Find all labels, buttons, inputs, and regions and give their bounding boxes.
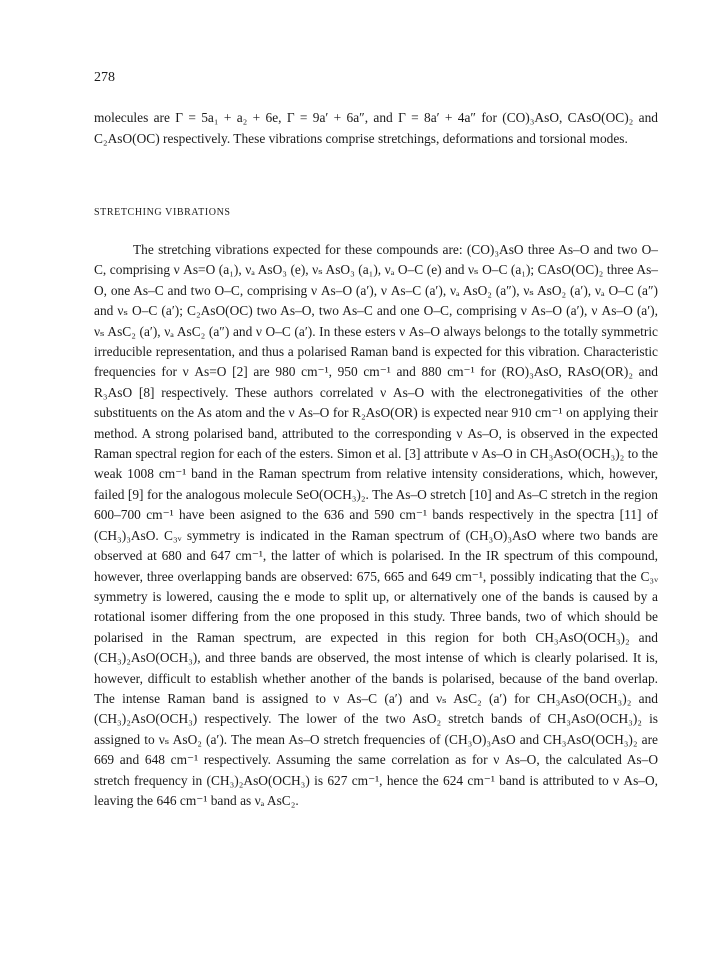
section-heading: STRETCHING VIBRATIONS <box>94 207 231 218</box>
intro-paragraph: molecules are Γ = 5a₁ + a₂ + 6e, Γ = 9a′ + 6a″, and Γ = 8a′ + 4a″ for (CO)₃AsO, CAsO(OC)₂ and C₂AsO(OC) respectively. These vibrations comprise stretchings, deformations and torsional modes. <box>94 110 658 146</box>
page-number: 278 <box>94 70 115 85</box>
body-paragraph: The stretching vibrations expected for these compounds are: (CO)₃AsO three As–O and two O–C, comprising ν As=O (a₁), νₐ AsO₃ (e), νₛ AsO₃ (a₁), νₐ O–C (e) and νₛ O–C (a₁); CAsO(OC)₂ three As–O, one As–C and two O–C, comprising ν As–O (a′), ν As–C (a′), νₐ AsO₂ (a″), νₛ AsO₂ (a′), νₐ O–C (a″) and νₛ O–C (a′); C₂AsO(OC) two As–O, two As–C and one O–C, comprising ν As–O (a′), ν As–O (a′), νₛ AsC₂ (a′), νₐ AsC₂ (a″) and ν O–C (a′). In these esters ν As–O always belongs to the totally symmetric irreducible representation, and thus a polarised Raman band is expected for this vibration. Characteristic frequencies for ν As=O [2] are 980 cm⁻¹, 950 cm⁻¹ and 880 cm⁻¹ for (RO)₃AsO, RAsO(OR)₂ and R₃AsO [8] respectively. These authors correlated ν As–O with the electronegativities of the other substituents on the As atom and the ν As–O for R₂AsO(OR) is expected near 910 cm⁻¹ on applying their method. A strong polarised band, attributed to the corresponding ν As–O, is observed in the expected Raman spectral region for each of the esters. Simon et al. [3] attribute ν As–O in CH₃AsO(OCH₃)₂ to the weak 1008 cm⁻¹ band in the Raman spectrum from relative intensity considerations, which, however, failed [9] for the analogous molecule SeO(OCH₃)₂. The As–O stretch [10] and As–C stretch in the region 600–700 cm⁻¹ have been asigned to the 636 and 590 cm⁻¹ bands respectively in the spectra [11] of (CH₃)₃AsO. C₃ᵥ symmetry is indicated in the Raman spectrum of (CH₃O)₃AsO where two bands are observed at 680 and 647 cm⁻¹, the latter of which is polarised. In the IR spectrum of this compound, however, three overlapping bands are observed: 675, 665 and 649 cm⁻¹, possibly indicating that the C₃ᵥ symmetry is lowered, causing the e mode to split up, or alternatively one of the bands is caused by a rotational isomer differing from the one proposed in this study. Three bands, two of which should be polarised in the Raman spectrum, are expected in this region for both CH₃AsO(OCH₃)₂ and (CH₃)₂AsO(OCH₃), and three bands are observed, the most intense of which is clearly polarised. It is, however, difficult to establish whether another of the bands is polarised, because of the band overlap. The intense Raman band is assigned to ν As–C (a′) and νₛ AsC₂ (a′) for CH₃AsO(OCH₃)₂ and (CH₃)₂AsO(OCH₃) respectively. The lower of the two AsO₂ stretch bands of CH₃AsO(OCH₃)₂ is assigned to νₛ AsO₂ (a′). The mean As–O stretch frequencies of (CH₃O)₃AsO and CH₃AsO(OCH₃)₂ are 669 and 648 cm⁻¹ respectively. Assuming the same correlation as for ν As–O, the calculated As–O stretch frequency in (CH₃)₂AsO(OCH₃) is 627 cm⁻¹, hence the 624 cm⁻¹ band is attributed to ν As–O, leaving the 646 cm⁻¹ band as νₐ AsC₂. <box>94 242 658 808</box>
